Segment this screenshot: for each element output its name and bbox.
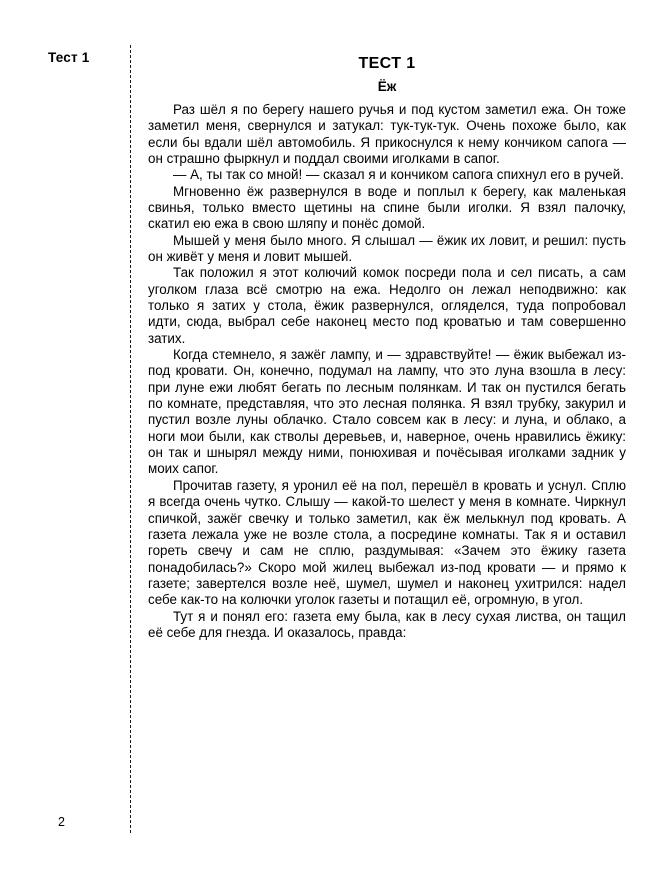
page-title: ТЕСТ 1 [358, 55, 416, 72]
story-body [148, 102, 626, 641]
story-title: Ёж [377, 79, 397, 95]
paragraph: — А, ты так со мной! — сказал я и кончиком сапога спихнул его в ручей. [173, 167, 624, 183]
paragraph: Тут я и понял его: газета ему была, как в лесу сухая листва, он тащил её себе для гнезда. И оказалось, правда: [148, 608, 626, 640]
paragraph: Прочитав газету, я уронил её на пол, перешёл в кровать и уснул. Сплю я всегда очень чутко. Слышу — какой-то шелест у меня в комнате. Чиркнул спичкой, зажёг свечку и только заметил, как ёж мелькнул под кровать. А газета лежала уже не возле стола, а посредине комнаты. Так я и оставил гореть свечу и сам не сплю, раздумывая: «Зачем это ёжику газета понадобилась?» Скоро мой жилец выбежал из-под кровати — и прямо к газете; завертелся возле неё, шумел, шумел и наконец ухитрился: надел себе как-то на колючки уголок газеты и потащил её, огромную, в угол. [148, 477, 626, 608]
paragraph: Мгновенно ёж развернулся в воде и поплыл к берегу, как маленькая свинья, только вместо щетины на спине были иголки. Я взял палочку, скатил ею ежа в свою шляпу и понёс домой. [148, 183, 626, 232]
paragraph: Так положил я этот колючий комок посреди пола и сел писать, а сам уголком глаза всё смотрю на ежа. Недолго он лежал неподвижно: как только я затих у стола, ёжик развернулся, огляделся, туда попробовал идти, сюда, выбрал себе наконец место под кроватью и там совершенно затих. [148, 265, 626, 346]
paragraph: Мышей у меня было много. Я слышал — ёжик их ловит, и решил: пусть он живёт у меня и ловит мышей. [148, 232, 626, 264]
content-column [148, 55, 626, 641]
page-number: 2 [58, 815, 65, 829]
margin-test-label: Тест 1 [48, 50, 90, 65]
paragraph: Раз шёл я по берегу нашего ручья и под кустом заметил ежа. Он тоже заметил меня, свернулся и затукал: тук-тук-тук. Очень похоже было, как если бы вдали шёл автомобиль. Я прикоснулся к нему кончиком сапога — он страшно фыркнул и поддал своими иголками в сапог. [148, 101, 626, 166]
paragraph: Когда стемнело, я зажёг лампу, и — здравствуйте! — ёжик выбежал из-под кровати. Он, конечно, подумал на лампу, что это луна взошла в лесу: при луне ежи любят бегать по лесным полянкам. И так он пустился бегать по комнате, представляя, что это лесная полянка. Я взял трубку, закурил и пустил возле луны облачко. Стало совсем как в лесу: и луна, и облако, а ноги мои были, как стволы деревьев, и, наверное, очень нравились ёжику: он так и шнырял между ними, понюхивая и почёсывая иголками задник у моих сапог. [148, 347, 626, 477]
vertical-dashed-divider [130, 45, 131, 833]
